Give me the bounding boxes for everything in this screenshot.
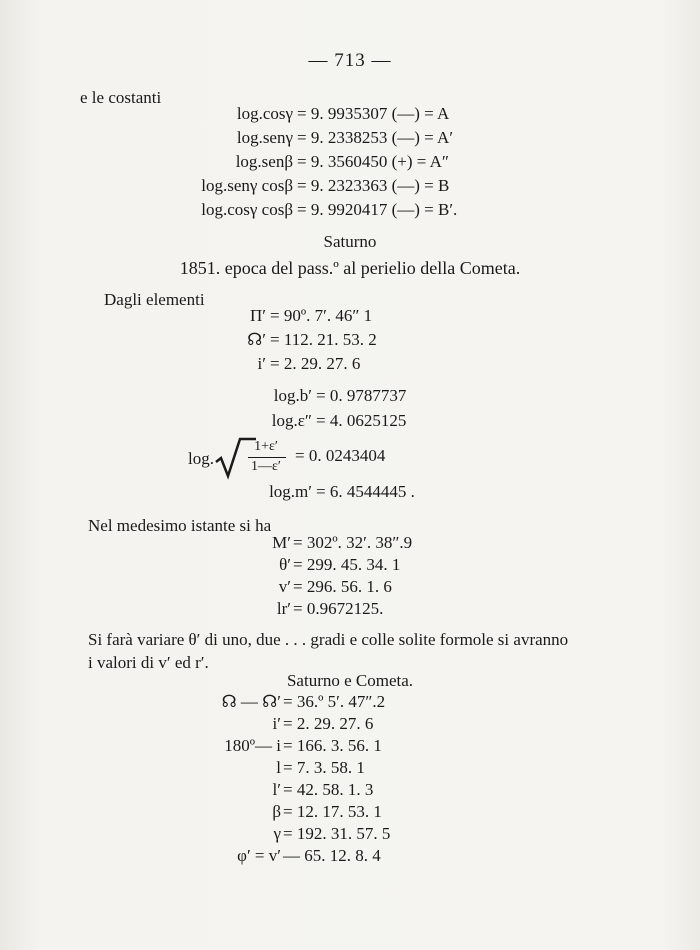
constant-rhs: = 9. 2323363 (—) = B <box>297 176 450 195</box>
logm-rhs: = 6. 4544445 . <box>316 482 415 501</box>
final-rhs: = 2. 29. 27. 6 <box>283 714 374 733</box>
element-rhs: = 2. 29. 27. 6 <box>270 354 361 373</box>
final-rhs: = 7. 3. 58. 1 <box>283 758 365 777</box>
constant-rhs: = 9. 9935307 (—) = A <box>297 104 450 123</box>
section-heading-saturno-cometa: Saturno e Cometa. <box>286 671 414 690</box>
instant-rhs: = 0.9672125. <box>293 599 384 618</box>
final-lhs: β <box>272 802 281 821</box>
paragraph-line-1: Si farà variare θ′ di uno, due . . . gradi e colle solite formole si avranno <box>88 630 569 649</box>
constant-rhs: = 9. 3560450 (+) = A″ <box>297 152 450 171</box>
dagli-elementi-text: Dagli elementi <box>104 290 205 309</box>
constant-lhs: log.cosγ <box>236 104 293 123</box>
paragraph-line-2: i valori di v′ ed r′. <box>88 653 209 672</box>
instant-rhs: = 296. 56. 1. 6 <box>293 577 392 596</box>
log-lhs: log.b′ <box>273 386 312 405</box>
constant-lhs: log.senγ <box>236 128 293 147</box>
final-lhs: l <box>276 758 281 777</box>
element-rhs: = 90º. 7′. 46″ 1 <box>270 306 373 325</box>
element-lhs: i′ <box>257 354 266 373</box>
final-rhs: = 192. 31. 57. 5 <box>283 824 391 843</box>
instant-lhs: v′ <box>278 577 291 596</box>
final-rhs: — 65. 12. 8. 4 <box>283 846 381 865</box>
final-rhs: = 42. 58. 1. 3 <box>283 780 374 799</box>
final-lhs: 180º— i <box>224 736 281 755</box>
final-rhs: = 12. 17. 53. 1 <box>283 802 382 821</box>
final-lhs: i′ <box>272 714 281 733</box>
instant-lhs: lr′ <box>276 599 291 618</box>
sqrt-rhs: = 0. 0243404 <box>295 446 386 465</box>
instant-lhs: θ′ <box>279 555 291 574</box>
page-number: — 713 — <box>308 50 392 71</box>
constant-rhs: = 9. 2338253 (—) = A′ <box>297 128 454 147</box>
fraction-bar <box>248 457 286 458</box>
section-heading-saturno: Saturno <box>323 232 377 251</box>
final-lhs: ☊ — ☊′ <box>221 692 281 711</box>
element-lhs: ☊′ <box>247 330 266 349</box>
instant-lhs: M′ <box>272 533 291 552</box>
sqrt-numerator: 1+ε′ <box>254 439 278 454</box>
constant-lhs: log.senβ <box>235 152 293 171</box>
log-lhs: log.ε″ <box>271 411 312 430</box>
element-rhs: = 112. 21. 53. 2 <box>270 330 377 349</box>
intro-text: e le costanti <box>80 88 162 107</box>
constant-lhs: log.cosγ cosβ <box>201 200 293 219</box>
final-rhs: = 36.º 5′. 47″.2 <box>283 692 386 711</box>
sqrt-denominator: 1—ε′ <box>251 459 281 474</box>
final-lhs: l′ <box>272 780 281 799</box>
sqrt-prefix: log. <box>188 449 214 468</box>
constant-rhs: = 9. 9920417 (—) = B′. <box>297 200 458 219</box>
nel-medesimo-text: Nel medesimo istante si ha <box>88 516 272 535</box>
final-rhs: = 166. 3. 56. 1 <box>283 736 382 755</box>
log-rhs: = 0. 9787737 <box>316 386 407 405</box>
constant-lhs: log.senγ cosβ <box>201 176 293 195</box>
element-lhs: Π′ <box>250 306 266 325</box>
epoch-line: 1851. epoca del pass.º al perielio della Cometa. <box>179 258 521 278</box>
instant-rhs: = 299. 45. 34. 1 <box>293 555 401 574</box>
log-rhs: = 4. 0625125 <box>316 411 407 430</box>
final-lhs: φ′ = v′ <box>237 846 281 865</box>
instant-rhs: = 302º. 32′. 38″.9 <box>293 533 413 552</box>
final-lhs: γ <box>273 824 281 843</box>
logm-lhs: log.m′ <box>269 482 312 501</box>
